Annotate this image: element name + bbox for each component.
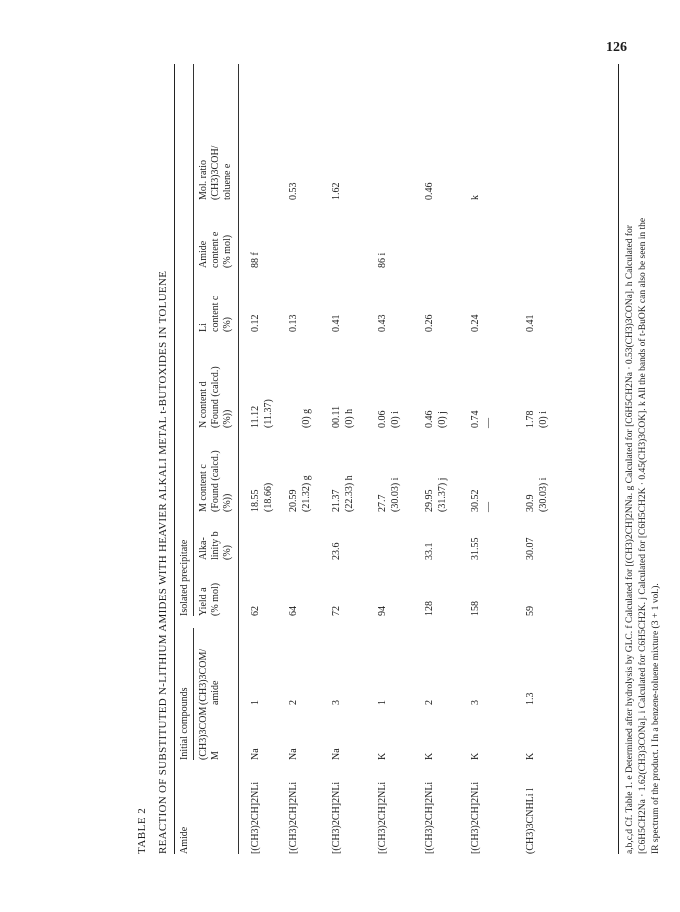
group-header-isolated: Isolated precipitate [179,539,190,616]
header-alk: Alka- [198,537,209,560]
cell-yield: 128 [424,601,435,616]
cell-alk: 23.6 [331,542,342,560]
cell-alk: 33.1 [424,542,435,560]
header-li: Li [198,323,209,332]
rotated-table-page [130,60,680,860]
cell-yield: 94 [377,606,388,616]
cell-li: 0.41 [331,314,342,332]
header-li: (%) [222,317,233,332]
header-ratio: amide [210,680,221,705]
cell-yield: 59 [525,606,536,616]
header-yield: (% mol) [210,582,221,616]
cell-molratio: 1.62 [331,182,342,200]
cell-amidecont: 86 i [377,252,388,268]
cell-mcont: — [483,502,494,512]
cell-ncont: (0) h [344,408,355,428]
header-yield: Yield a [198,587,209,616]
cell-li: 0.43 [377,314,388,332]
cell-ncont: (0) i [390,411,401,428]
table-label: TABLE 2 [136,807,148,854]
cell-li: 0.26 [424,314,435,332]
footnote-line: IR spectrum of the product. l In a benzene-toluene mixture (3 + 1 vol.). [651,583,661,854]
cell-mcont: (30.03) i [390,477,401,512]
cell-mcont: (31.37) j [437,477,448,512]
cell-mcont: 30.9 [525,494,536,512]
cell-ncont: 1.78 [525,410,536,428]
header-molratio: Mol. ratio [198,160,209,200]
cell-amide: [(CH3)2CH]2NLi [377,781,388,854]
cell-yield: 62 [250,606,261,616]
cell-ratio: 2 [288,700,299,705]
header-li: content c [210,295,221,332]
cell-amidecont: 88 f [250,252,261,268]
header-ncont: (%)) [222,409,233,428]
header-mcont: M content c [198,464,209,512]
cell-yield: 72 [331,606,342,616]
header-amide: Amide [179,826,190,854]
cell-amide: (CH3)3CNHLi l [525,788,536,854]
group-rule-isolated [193,64,194,616]
cell-amide: [(CH3)2CH]2NLi [250,781,261,854]
cell-amide: [(CH3)2CH]2NLi [424,781,435,854]
footnote-line: a,b,c,d Cf. Table 1. e Determined after hydrolysis by GLC. f Calculated for [(CH3)2CH]2NNa. g Calculated for [C6H5CH2Na · 0.53(CH3)3CONa]. h Calculated for [625,225,635,854]
header-mcont: (Found (calcd.) [210,450,221,512]
group-header-initial: Initial compounds [179,687,190,760]
cell-m: K [377,752,388,760]
cell-ncont: (0) g [301,408,312,428]
cell-mcont: (18.66) [263,482,274,512]
cell-li: 0.24 [470,314,481,332]
cell-mcont: 18.55 [250,489,261,512]
header-amidecont: (% mol) [222,234,233,268]
cell-mcont: (30.03) i [538,477,549,512]
cell-m: K [424,752,435,760]
cell-amide: [(CH3)2CH]2NLi [470,781,481,854]
cell-ratio: 3 [331,700,342,705]
cell-mcont: 27.7 [377,494,388,512]
cell-m: Na [250,748,261,760]
header-ratio: (CH3)3COM/ [198,648,209,705]
cell-li: 0.41 [525,314,536,332]
cell-mcont: 20.59 [288,489,299,512]
cell-m: Na [288,748,299,760]
header-ncont: (Found (calcd.) [210,366,221,428]
table-title: REACTION OF SUBSTITUTED N-LITHIUM AMIDES WITH HEAVIER ALKALI METAL t-BUTOXIDES IN TOLUENE [157,270,169,854]
cell-ncont: 0.74 [470,410,481,428]
cell-ncont: — [483,418,494,428]
cell-yield: 64 [288,606,299,616]
cell-ncont: 0.46 [424,410,435,428]
cell-ratio: 3 [470,700,481,705]
cell-ncont: (0) i [538,411,549,428]
cell-molratio: 0.46 [424,182,435,200]
header-m: M [210,751,221,760]
header-alk: linity b [210,531,221,560]
cell-ratio: 1 [250,700,261,705]
cell-ratio: 1 [377,700,388,705]
cell-molratio: 0.53 [288,182,299,200]
page-number: 126 [606,40,627,55]
cell-ncont: 00.11 [331,405,342,428]
cell-m: Na [331,748,342,760]
cell-alk: 30.07 [525,537,536,560]
cell-ncont: (0) j [437,411,448,428]
header-mcont: (%)) [222,493,233,512]
cell-alk: 31.55 [470,537,481,560]
table-top-rule [174,64,175,854]
cell-m: K [470,752,481,760]
header-ncont: N content d [198,381,209,428]
group-rule-initial [193,628,194,760]
cell-li: 0.13 [288,314,299,332]
cell-ncont: 11.12 [250,405,261,428]
cell-amide: [(CH3)2CH]2NLi [288,781,299,854]
cell-li: 0.12 [250,314,261,332]
header-molratio: (CH3)3COH/ [210,145,221,200]
cell-mcont: 30.52 [470,489,481,512]
table-footnotes [624,64,663,854]
header-m: (CH3)3COM [198,706,209,760]
cell-ncont: (11.37) [263,399,274,428]
cell-ratio: 1.3 [525,692,536,705]
cell-mcont: 21.37 [331,489,342,512]
cell-amide: [(CH3)2CH]2NLi [331,781,342,854]
footnote-line: [C6H5CH2Na · 1.62(CH3)3CONa]. i Calculated for C6H5CH2K. j Calculated for [C6H5CH2K · 0.45(CH3)3COK]. k All the bands of t-BuOK can also be seen in the [638,217,648,854]
cell-ncont: 0.06 [377,410,388,428]
header-amidecont: content e [210,231,221,268]
cell-yield: 158 [470,601,481,616]
header-amidecont: Amide [198,240,209,268]
table-bottom-rule [618,64,619,854]
header-bottom-rule [238,64,239,854]
cell-molratio: k [470,195,481,200]
header-molratio: toluene e [222,163,233,200]
cell-m: K [525,752,536,760]
cell-mcont: (21.32) g [301,475,312,512]
cell-mcont: 29.95 [424,489,435,512]
cell-ratio: 2 [424,700,435,705]
header-alk: (%) [222,545,233,560]
cell-mcont: (22.33) h [344,475,355,512]
